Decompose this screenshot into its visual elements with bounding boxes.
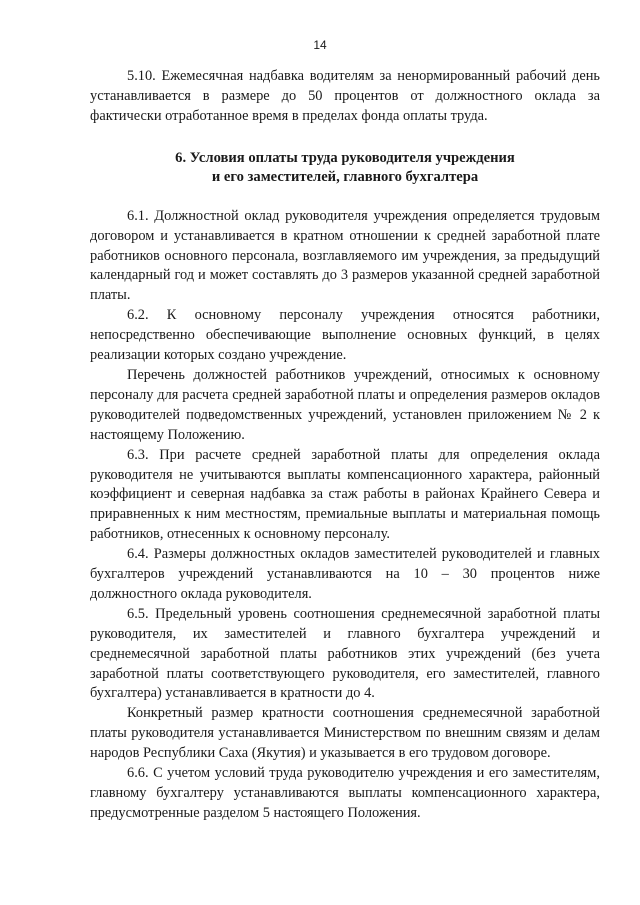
paragraph-staff-list: Перечень должностей работников учреждений, относимых к основному персоналу для расчета средней заработной платы и определения размеров окладов руководителей подведомственных учреждений, установлен приложением № 2 к настоящему Положению. [90, 366, 600, 443]
page-number: 14 [313, 38, 327, 52]
section-heading-line-2: и его заместителей, главного бухгалтера [211, 169, 479, 186]
paragraph-5-10: 5.10. Ежемесячная надбавка водителям за ненормированный рабочий день устанавливается в размере до 50 процентов от должностного оклада за фактически отработанное время в пределах фонда оплаты труда. [90, 68, 600, 124]
paragraph-ratio: Конкретный размер кратности соотношения среднемесячной заработной платы руководителя устанавливается Министерством по внешним связям и делам народов Республики Саха (Якутия) и указывается в его трудовом договоре. [90, 705, 600, 762]
section-heading [90, 149, 600, 188]
paragraph-6-5: 6.5. Предельный уровень соотношения среднемесячной заработной платы руководителя, их заместителей и главного бухгалтера учреждений и среднемесячной заработной платы работников этих учреждений (без учета заработной платы соответствующего руководителя, его заместителей, главного бухгалтера) устанавливается в кратности до 4. [90, 605, 600, 702]
paragraph-6-6: 6.6. С учетом условий труда руководителю учреждения и его заместителям, главному бухгалтеру устанавливаются выплаты компенсационного характера, предусмотренные разделом 5 настоящего Положения. [90, 765, 600, 821]
paragraph-6-3: 6.3. При расчете средней заработной платы для определения оклада руководителя не учитываются выплаты компенсационного характера, районный коэффициент и северная надбавка за стаж работы в районах Крайнего Севера и приравненных к ним местностям, премиальные выплаты и материальная помощь работников, отнесенных к основному персоналу. [90, 446, 600, 543]
paragraph-6-2: 6.2. К основному персоналу учреждения относятся работники, непосредственно обеспечивающие выполнение основных функций, в целях реализации которых создано учреждение. [90, 307, 600, 364]
paragraph-6-4: 6.4. Размеры должностных окладов заместителей руководителей и главных бухгалтеров учреждений устанавливаются на 10 – 30 процентов ниже должностного оклада руководителя. [90, 546, 600, 602]
document-body [90, 67, 600, 824]
section-heading-line-1: 6. Условия оплаты труда руководителя учреждения [175, 149, 515, 166]
paragraph-6-1: 6.1. Должностной оклад руководителя учреждения определяется трудовым договором и устанавливается в кратном отношении к средней заработной плате работников основного персонала, возглавляемого им учреждения, за предыдущий календарный год и может составлять до 3 размеров указанной средней заработной платы. [90, 207, 600, 304]
